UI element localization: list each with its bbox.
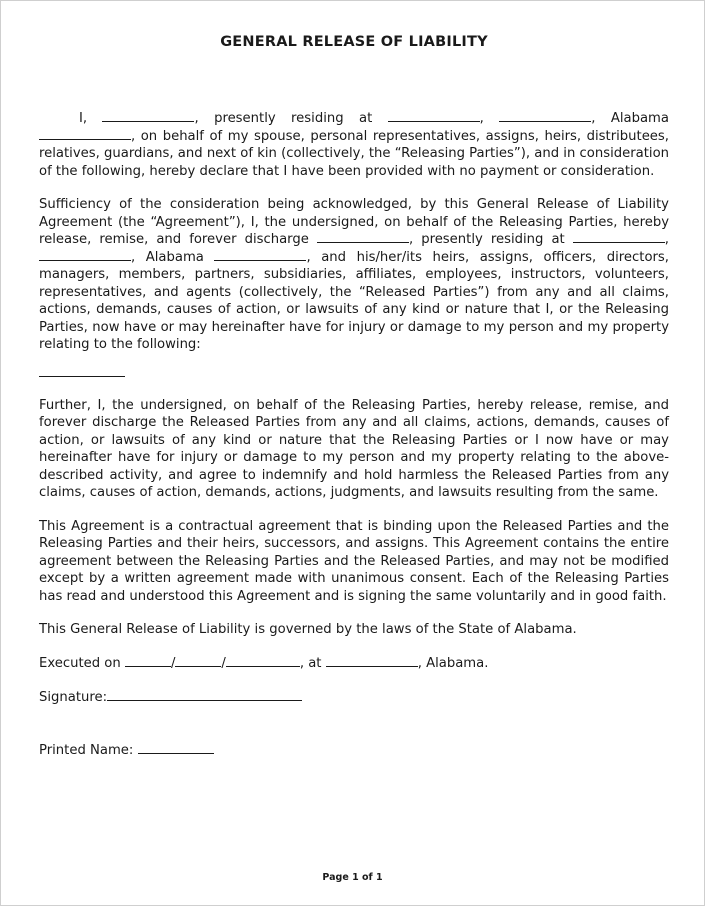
printed-name-field[interactable] [138, 741, 214, 754]
p2-seg1: Sufficiency of the consideration being acknowledged, by this General Release of Liability Agreement (the “Agreement”), I, the undersigned, on behalf of the Releasing Parties, hereby release, remise, and forever discharge [39, 197, 669, 247]
executed-seg2: , at [299, 655, 322, 671]
p2-seg5: , and his/her/its heirs, assigns, officers, directors, managers, members, partners, subsidiaries, affiliates, employees, instructors, volunteers, representatives, and agents (collectively, the “Released Parties”) from any and all claims, actions, demands, causes of action, or lawsuits of any kind or nature that I, or the Releasing Parties, now have or may hereinafter have for injury or damage to my person and my property relating to the following: [39, 249, 669, 352]
executed-seg1: Executed on [39, 655, 121, 671]
signature-field[interactable] [107, 688, 302, 701]
p1-seg4: , Alabama [591, 111, 669, 126]
p2-seg2: , presently residing at [408, 232, 565, 247]
blank-field-address2[interactable] [573, 231, 665, 243]
execution-line [39, 655, 669, 673]
blank-field-city2[interactable] [39, 249, 131, 261]
paragraph-5-governing-law: This General Release of Liability is governed by the laws of the State of Alabama. [39, 622, 577, 637]
blank-field-zip1[interactable] [39, 128, 131, 140]
blank-field-city1[interactable] [499, 110, 591, 122]
paragraph-4: This Agreement is a contractual agreement that is binding upon the Released Parties and the Releasing Parties and their heirs, successors, and assigns. This Agreement contains the entire agreement between the Releasing Parties and the Released Parties, and may not be modified except by a written agreement made with unanimous consent. Each of the Releasing Parties has read and understood this Agreement and is signing the same voluntarily and in good faith. [39, 518, 669, 604]
page-footer: Page 1 of 1 [322, 872, 383, 883]
blank-field-day[interactable] [175, 655, 221, 667]
p1-seg3: , [479, 111, 484, 126]
signature-label: Signature: [39, 690, 108, 705]
date-slash-1: / [170, 655, 176, 671]
p2-seg4: , Alabama [131, 249, 204, 265]
p1-seg5: , on behalf of my spouse, personal representatives, assigns, heirs, distributees, relatives, guardians, and next of kin (collectively, the “Releasing Parties”), and in consideration of the following, hereby declare that I have been provided with no payment or consideration. [39, 128, 669, 179]
p1-seg2: , presently residing at [194, 111, 373, 126]
paragraph-2 [39, 196, 669, 354]
blank-field-execution-city[interactable] [326, 655, 418, 667]
executed-seg3: , Alabama. [417, 655, 489, 671]
blank-field-month[interactable] [125, 655, 171, 667]
blank-field-released-party[interactable] [317, 231, 409, 243]
blank-field-year[interactable] [226, 655, 300, 667]
page-title: GENERAL RELEASE OF LIABILITY [220, 34, 488, 50]
printed-name-label: Printed Name: [39, 742, 134, 758]
blank-field-address1[interactable] [388, 110, 480, 122]
paragraph-1 [39, 110, 669, 180]
p1-seg1: I, [79, 111, 88, 126]
date-slash-2: / [221, 655, 226, 671]
paragraph-3: Further, I, the undersigned, on behalf of the Releasing Parties, hereby release, remise, and forever discharge the Released Parties from any and all claims, actions, demands, causes of action, or lawsuits of any kind or nature that the Releasing Parties or I now have or may hereinafter have for injury or damage to my person and my property relating to the above-described activity, and agree to indemnify and hold harmless the Released Parties from any claims, causes of action, demands, actions, judgments, and lawsuits resulting from the same. [39, 397, 669, 500]
p2-seg3: , [664, 232, 669, 247]
signature-row [39, 688, 669, 707]
blank-field-zip2[interactable] [214, 249, 306, 261]
blank-field-name[interactable] [102, 110, 194, 122]
printed-name-row [39, 741, 669, 760]
blank-field-activity-description[interactable] [39, 376, 125, 377]
document-body [39, 1, 669, 793]
